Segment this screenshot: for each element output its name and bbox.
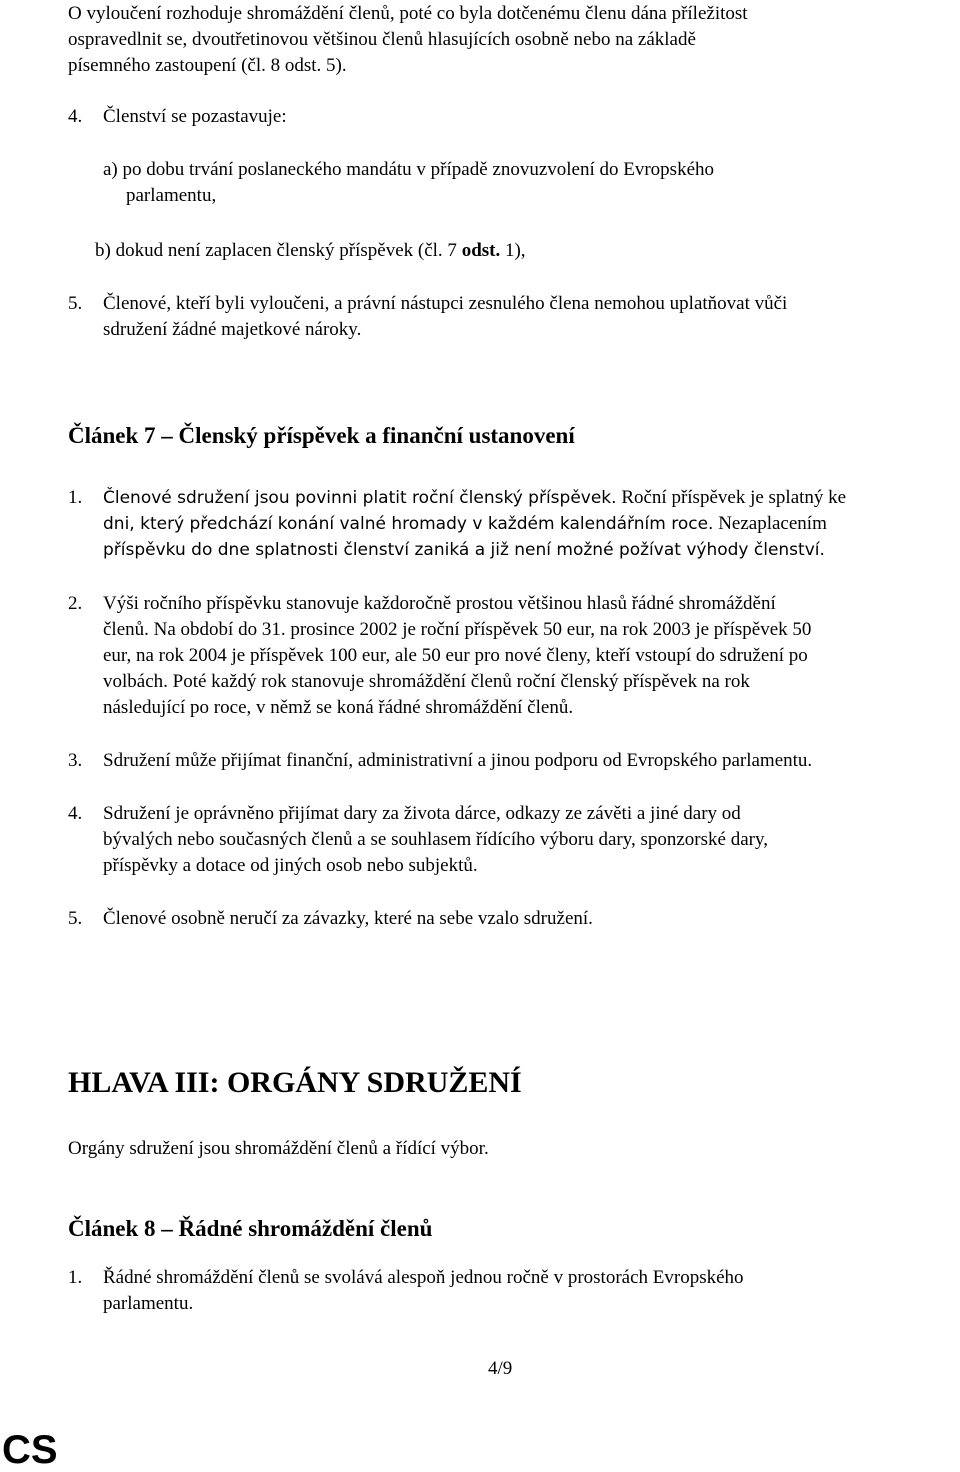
article-7-item-4-cont: bývalých nebo současných členů a se souhlasem řídícího výboru dary, sponzorské dary,	[103, 829, 768, 850]
language-code: CS	[2, 1428, 58, 1472]
article-7-heading: Článek 7 – Členský příspěvek a finanční ustanovení	[68, 423, 575, 448]
list-number: 4.	[68, 106, 83, 127]
list-number: 5.	[68, 293, 83, 314]
article-7-item-2-cont: členů. Na období do 31. prosince 2002 je roční příspěvek 50 eur, na rok 2003 je příspěvek 50	[103, 619, 812, 640]
article-7-item-1: 1. Členové sdružení jsou povinni platit roční členský příspěvek. Roční příspěvek je splatný ke	[68, 487, 847, 508]
sub-item-a-cont: parlamentu,	[126, 185, 217, 206]
chapter-heading: HLAVA III: ORGÁNY SDRUŽENÍ	[68, 1066, 522, 1099]
list-item-5-cont: sdružení žádné majetkové nároky.	[103, 319, 362, 340]
article-7-item-1-cont: dni, který předchází konání valné hromady v každém kalendářním roce. Nezaplacením	[103, 513, 827, 534]
article-8-heading: Článek 8 – Řádné shromáždění členů	[68, 1216, 433, 1241]
list-item-5	[68, 291, 787, 317]
article-7-item-5: 5. Členové osobně neručí za závazky, které na sebe vzalo sdružení.	[68, 908, 593, 929]
article-7-item-4: 4. Sdružení je oprávněno přijímat dary za života dárce, odkazy ze závěti a jiné dary od	[68, 803, 741, 824]
article-7-item-3: 3. Sdružení může přijímat finanční, administrativní a jinou podporu od Evropského parlamentu.	[68, 750, 813, 771]
article-8-item-1: 1. Řádné shromáždění členů se svolává alespoň jednou ročně v prostorách Evropského	[68, 1267, 744, 1288]
article-7-item-2-cont: následující po roce, v němž se koná řádné shromáždění členů.	[103, 697, 574, 718]
sub-item-b: b) dokud není zaplacen členský příspěvek (čl. 7 odst. 1),	[95, 240, 526, 261]
paragraph-line: písemného zastoupení (čl. 8 odst. 5).	[68, 55, 347, 76]
article-7-item-2: 2. Výši ročního příspěvku stanovuje každoročně prostou většinou hlasů řádné shromáždění	[68, 593, 776, 614]
article-7-item-1-cont: příspěvku do dne splatnosti členství zaniká a již není možné požívat výhody členství.	[103, 540, 825, 560]
article-7-item-4-cont: příspěvky a dotace od jiných osob nebo subjektů.	[103, 855, 478, 876]
paragraph-line: ospravedlnit se, dvoutřetinovou většinou členů hlasujících osobně nebo na základě	[68, 29, 696, 50]
list-text: Členové, kteří byli vyloučeni, a právní nástupci zesnulého člena nemohou uplatňovat vůči	[103, 293, 788, 314]
article-8-item-1-cont: parlamentu.	[103, 1293, 194, 1314]
list-text: Členství se pozastavuje:	[103, 106, 287, 127]
article-7-item-2-cont: eur, na rok 2004 je příspěvek 100 eur, ale 50 eur pro nové členy, kteří vstoupí do sdružení po	[103, 645, 808, 666]
paragraph-line: O vyloučení rozhoduje shromáždění členů, poté co byla dotčenému členu dána příležitost	[68, 3, 748, 24]
page-number: 4/9	[488, 1358, 513, 1379]
chapter-intro: Orgány sdružení jsou shromáždění členů a řídící výbor.	[68, 1138, 489, 1159]
list-item-4	[68, 104, 287, 130]
sub-item-a: a) po dobu trvání poslaneckého mandátu v případě znovuzvolení do Evropského	[103, 159, 714, 180]
article-7-item-2-cont: volbách. Poté každý rok stanovuje shromáždění členů roční členský příspěvek na rok	[103, 671, 750, 692]
